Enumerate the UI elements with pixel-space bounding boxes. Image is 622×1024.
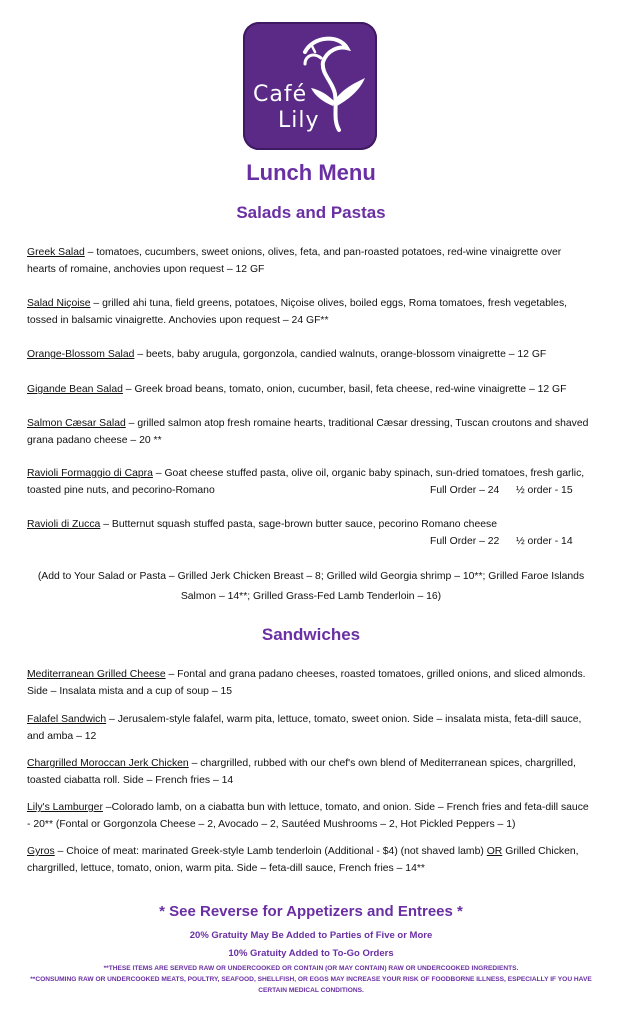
price-full-order: Full Order – 22	[430, 536, 500, 547]
item-desc: –Colorado lamb, on a ciabatta bun with lettuce, tomato, and onion. Side – French fries and feta-dill sauce - 20** (Fontal or Gorgonzola Cheese – 2, Avocado – 2, Sautéed Mushrooms – 2, Hot Pickled Peppers – 1)	[27, 802, 589, 830]
item-desc: – Goat cheese stuffed pasta, olive oil, organic baby spinach, sun-dried tomatoes, fresh garlic, toasted pine nuts, and pecorino-Romano	[27, 468, 585, 496]
gratuity-note-parties: 20% Gratuity May Be Added to Parties of Five or More	[189, 930, 433, 941]
disclaimer-line-2: **CONSUMING RAW OR UNDERCOOKED MEATS, POULTRY, SEAFOOD, SHELLFISH, OR EGGS MAY INCREASE YOUR RISK OF FOODBORNE ILLNESS, ESPECIALLY IF YOU HAVE CERTAIN MEDICAL CONDITIONS.	[30, 976, 592, 994]
item-name: Mediterranean Grilled Cheese	[27, 669, 166, 680]
item-name: Salad Niçoise	[27, 298, 91, 309]
item-desc: – grilled salmon atop fresh romaine hearts, traditional Cæsar dressing, Tuscan croutons and shaved grana padano cheese – 20 **	[27, 418, 589, 446]
menu-item-ravioli-formaggio	[27, 465, 593, 499]
item-desc: Grilled Chicken, chargrilled, lettuce, tomato, onion, warm pita. Side – feta-dill sauce, French fries – 14**	[27, 846, 579, 874]
item-desc: – Jerusalem-style falafel, warm pita, lettuce, tomato, sweet onion. Side – insalata mista, feta-dill sauce, and amba – 12	[27, 714, 582, 742]
item-name: Chargrilled Moroccan Jerk Chicken	[27, 758, 189, 769]
item-desc: – tomatoes, cucumbers, sweet onions, olives, feta, and pan-roasted potatoes, red-wine vinaigrette over hearts of romaine, anchovies upon request – 12 GF	[27, 247, 562, 275]
cafe-lily-logo	[243, 22, 377, 150]
logo-text-lily: Lily	[278, 108, 320, 133]
menu-item-ravioli-di-zucca	[27, 516, 593, 533]
item-name: Greek Salad	[27, 247, 85, 258]
menu-item-lilys-lamburger	[27, 799, 593, 833]
item-name: Ravioli Formaggio di Capra	[27, 468, 153, 479]
menu-item-salmon-caesar-salad	[27, 415, 593, 449]
section-heading-salads: Salads and Pastas	[236, 203, 386, 222]
price-half-order: ½ order - 15	[516, 485, 573, 496]
item-name: Gigande Bean Salad	[27, 384, 123, 395]
menu-item-moroccan-jerk-chicken	[27, 755, 593, 789]
item-desc: – beets, baby arugula, gorgonzola, candied walnuts, orange-blossom vinaigrette – 12 GF	[134, 349, 547, 360]
item-desc: – Butternut squash stuffed pasta, sage-brown butter sauce, pecorino Romano cheese	[100, 519, 497, 530]
menu-item-mediterranean-grilled-cheese	[27, 666, 593, 700]
item-desc: – chargrilled, rubbed with our chef's own blend of Mediterranean spices, chargrilled, toasted ciabatta roll. Side – French fries – 14	[27, 758, 576, 786]
menu-item-falafel-sandwich	[27, 711, 593, 745]
item-desc: – Fontal and grana padano cheeses, roasted tomatoes, grilled onions, and sliced almonds. Side – Insalata mista and a cup of soup – 15	[27, 669, 586, 697]
item-name: Falafel Sandwich	[27, 714, 107, 725]
foodborne-disclaimer	[30, 963, 592, 996]
menu-item-salad-nicoise	[27, 295, 593, 329]
menu-item-gyros	[27, 843, 593, 877]
gratuity-note-to-go: 10% Gratuity Added to To-Go Orders	[228, 948, 394, 959]
page-title: Lunch Menu	[246, 160, 376, 185]
price-full-order: Full Order – 24	[430, 485, 500, 496]
item-desc: – Greek broad beans, tomato, onion, cucumber, basil, feta cheese, red-wine vinaigrette – 12 GF	[122, 384, 567, 395]
logo-text-cafe: Café	[253, 82, 308, 107]
menu-item-orange-blossom-salad	[27, 346, 593, 363]
section-heading-sandwiches: Sandwiches	[261, 625, 361, 644]
menu-item-greek-salad	[27, 244, 593, 278]
item-name: Lily's Lamburger	[27, 802, 103, 813]
menu-item-gigande-bean-salad	[27, 381, 593, 398]
see-reverse-note: * See Reverse for Appetizers and Entrees *	[159, 903, 463, 920]
item-desc: – grilled ahi tuna, field greens, potatoes, Niçoise olives, boiled eggs, Roma tomatoes, fresh vegetables, tossed in balsamic vinaigrette. Anchovies upon request – 24 GF**	[27, 298, 568, 326]
item-name: Gyros	[27, 846, 55, 857]
item-name: Orange-Blossom Salad	[27, 349, 135, 360]
price-half-order: ½ order - 14	[516, 536, 573, 547]
item-or: OR	[486, 846, 503, 857]
disclaimer-line-1: **THESE ITEMS ARE SERVED RAW OR UNDERCOOKED OR CONTAIN (OR MAY CONTAIN) RAW OR UNDERCOOKED INGREDIENTS.	[103, 965, 519, 972]
item-name: Salmon Cæsar Salad	[27, 418, 126, 429]
add-on-note: (Add to Your Salad or Pasta – Grilled Jerk Chicken Breast – 8; Grilled wild Georgia shrimp – 10**; Grilled Faroe Islands Salmon – 14**; Grilled Grass-Fed Lamb Tenderloin – 16)	[37, 571, 585, 602]
item-name: Ravioli di Zucca	[27, 519, 101, 530]
item-desc: – Choice of meat: marinated Greek-style Lamb tenderloin (Additional - $4) (not shaved lamb)	[54, 846, 487, 857]
